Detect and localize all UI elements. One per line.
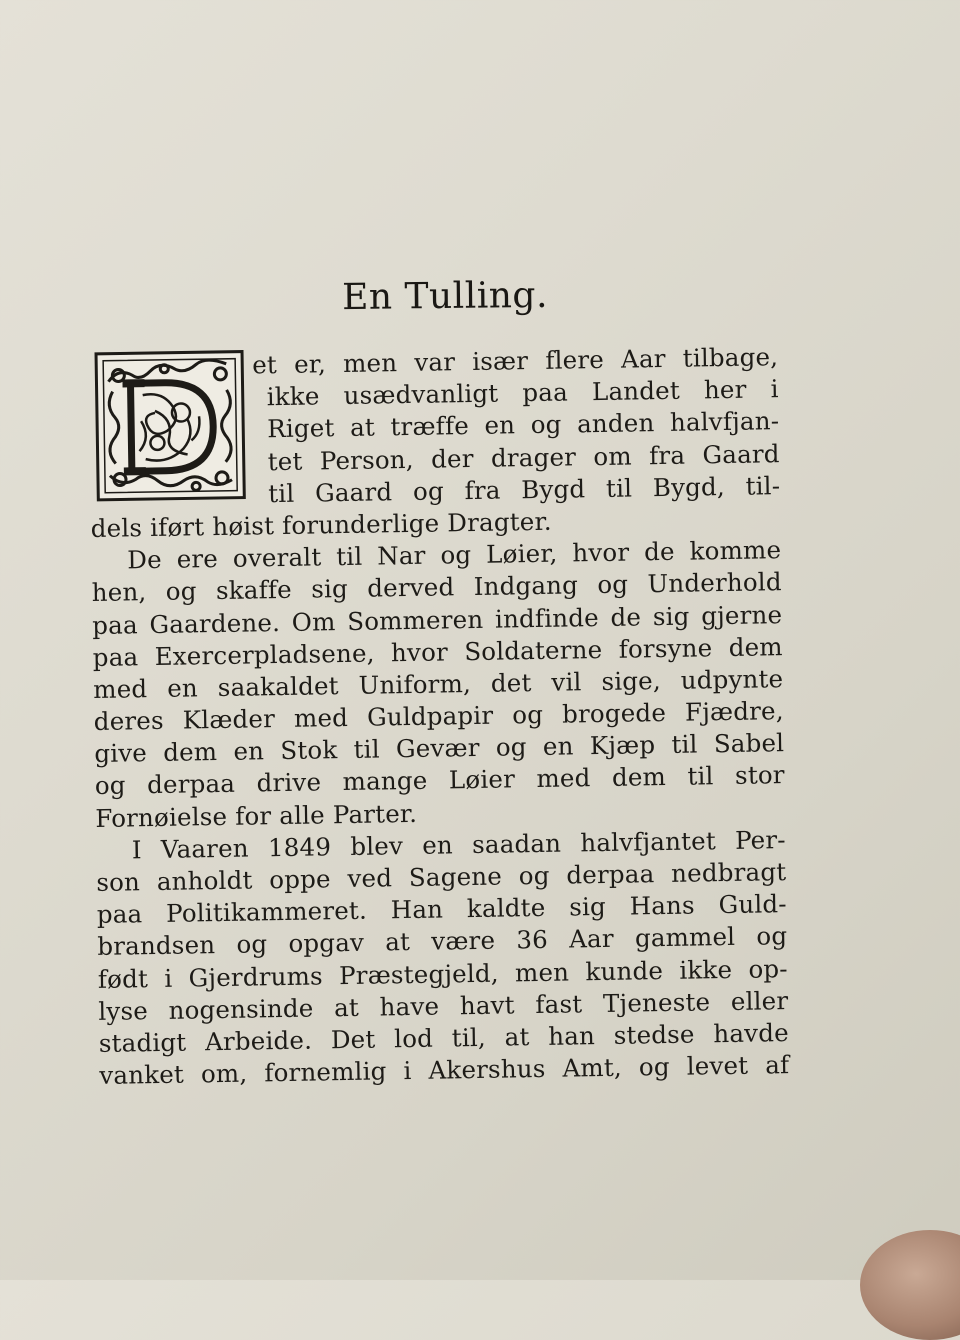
ornamental-dropcap-d-icon xyxy=(94,350,246,502)
text-line: son anholdt oppe ved Sagene og derpaa nedbragt xyxy=(96,857,787,897)
text-line: dels iført høist forunderlige Dragter. xyxy=(90,506,552,543)
text-line: stadigt Arbeide. Det lod til, at han stedse havde xyxy=(98,1018,790,1058)
thumb xyxy=(860,1230,960,1340)
text-line: deres Klæder med Guldpapir og brogede Fjædre, xyxy=(93,696,784,737)
text-line: lyse nogensinde at have havt fast Tjeneste eller xyxy=(98,985,789,1026)
text-line: et er, men var især flere Aar tilbage, xyxy=(251,342,779,380)
text-line: med en saakaldet Uniform, det vil sige, udpynte xyxy=(93,663,784,704)
text-line: De ere overalt til Nar og Løier, hvor de komme xyxy=(127,535,782,575)
text-line: I Vaaren 1849 blev en saadan halvfjantet Per- xyxy=(131,824,786,865)
text-line: og derpaa drive mange Løier med dem til stor xyxy=(94,760,785,801)
text-line: give dem en Stok til Gevær og en Kjæp til Sabel xyxy=(94,728,785,769)
text-line: paa Gaardene. Om Sommeren indfinde de sig gjerne xyxy=(92,599,783,640)
text-line: Riget at træffe en og anden halvfjan- xyxy=(267,406,780,444)
text-line: Fornøielse for alle Parter. xyxy=(95,798,418,833)
text-line: tet Person, der drager om fra Gaard xyxy=(267,438,780,476)
text-line: hen, og skaffe sig derved Indgang og Underhold xyxy=(91,567,782,608)
text-line: brandsen og opgav at være 36 Aar gammel og xyxy=(97,921,788,962)
body-text xyxy=(88,341,790,1092)
text-line: paa Exercerpladsene, hvor Soldaterne forsyne dem xyxy=(92,631,783,672)
text-line: ikke usædvanligt paa Landet her i xyxy=(266,374,779,412)
text-line: vanket om, fornemlig i Akershus Amt, og levet af xyxy=(99,1050,790,1091)
text-line: paa Politikammeret. Han kaldte sig Hans Guld- xyxy=(96,889,787,930)
text-line: til Gaard og fra Bygd til Bygd, til- xyxy=(268,470,781,508)
chapter-title: En Tulling. xyxy=(341,274,549,319)
text-line: født i Gjerdrums Præstegjeld, men kunde ikke op- xyxy=(97,953,788,994)
